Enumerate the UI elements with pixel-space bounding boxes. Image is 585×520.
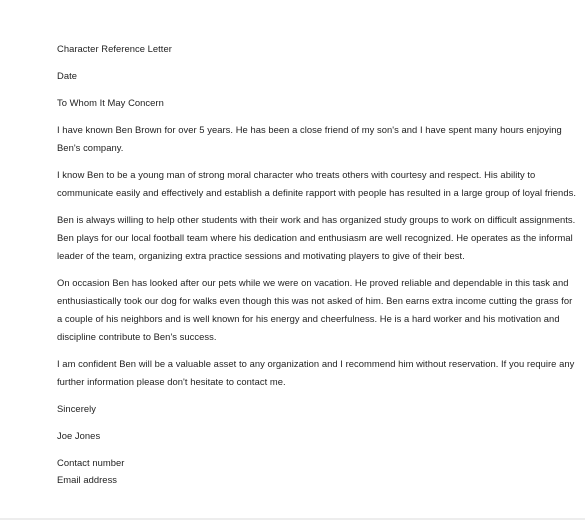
text-line: leader of the team, organizing extra practice sessions and motivating players to give of their best. xyxy=(57,250,465,261)
text-line: a couple of his neighbors and is well known for his energy and cheerfulness. He is a hard worker and his motivation and xyxy=(57,313,560,324)
text-line: Ben plays for our local football team where his dedication and enthusiasm are well recognized. He operates as the informal xyxy=(57,232,573,243)
text-line: enthusiastically took our dog for walks even though this was not asked of him. Ben earns extra income cutting the grass for xyxy=(57,295,573,306)
signature-name: Joe Jones xyxy=(57,430,101,441)
letter-date: Date xyxy=(57,70,78,81)
paragraph-character xyxy=(57,166,576,202)
email-address: Email address xyxy=(57,474,118,485)
letter-heading: Character Reference Letter xyxy=(57,43,172,54)
text-line: I am confident Ben will be a valuable asset to any organization and I recommend him without reservation. If you require any xyxy=(57,358,575,369)
text-line: On occasion Ben has looked after our pets while we were on vacation. He proved reliable and dependable in this task and xyxy=(57,277,569,288)
paragraph-teamwork xyxy=(57,211,576,265)
text-line: Ben's company. xyxy=(57,142,124,153)
contact-block xyxy=(57,454,569,488)
contact-number: Contact number xyxy=(57,457,125,468)
paragraph-acquaintance xyxy=(57,121,569,157)
reference-letter xyxy=(57,40,576,497)
text-line: Ben is always willing to help other students with their work and has organized study groups to work on difficult assignments. xyxy=(57,214,576,225)
paragraph-recommendation xyxy=(57,355,575,391)
letter-closing: Sincerely xyxy=(57,403,97,414)
text-line: I know Ben to be a young man of strong moral character who treats others with courtesy and respect. His ability to xyxy=(57,169,536,180)
text-line: communicate easily and effectively and establish a definite rapport with people has resulted in a large group of loyal friends. xyxy=(57,187,576,198)
text-line: discipline contribute to Ben's success. xyxy=(57,331,217,342)
paragraph-reliability xyxy=(57,274,573,346)
text-line: I have known Ben Brown for over 5 years. He has been a close friend of my son's and I have spent many hours enjoying xyxy=(57,124,562,135)
letter-salutation: To Whom It May Concern xyxy=(57,97,164,108)
text-line: further information please don't hesitate to contact me. xyxy=(57,376,286,387)
